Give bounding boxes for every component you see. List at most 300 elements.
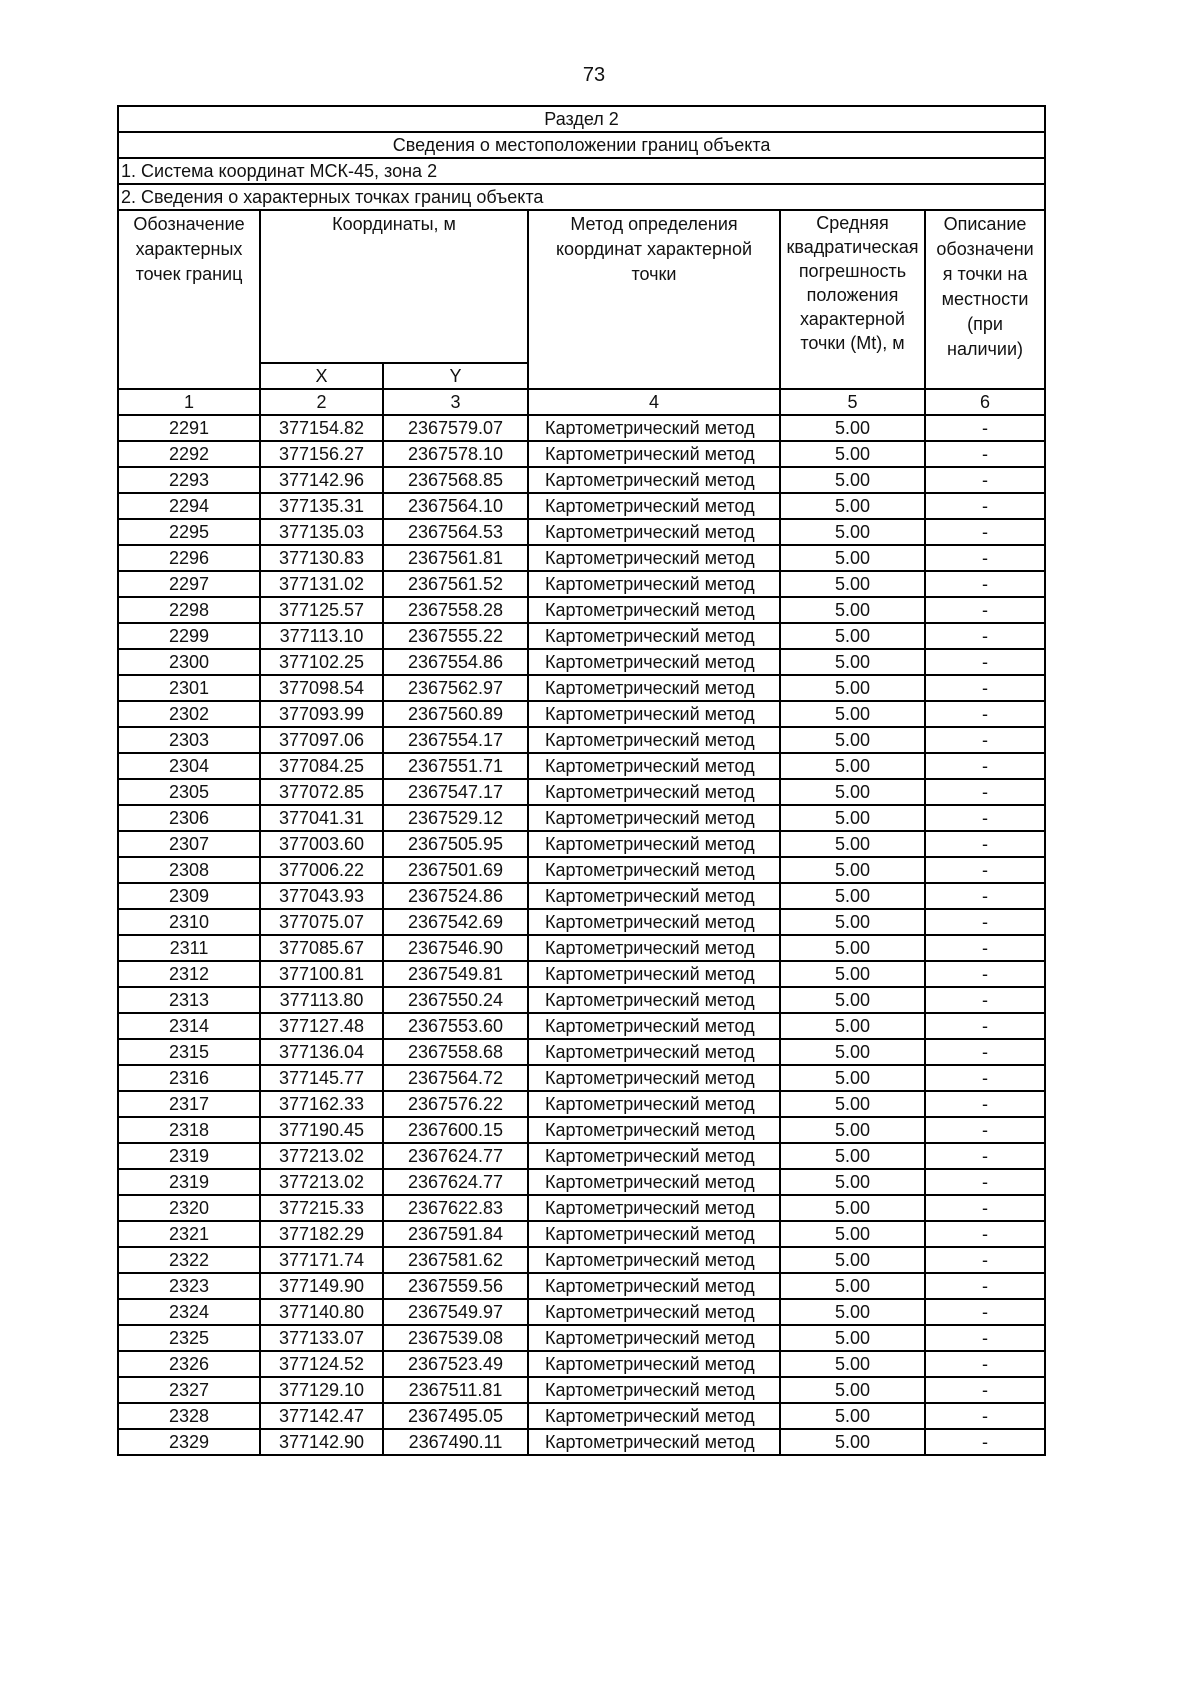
description-cell: - bbox=[925, 415, 1045, 441]
description-cell: - bbox=[925, 883, 1045, 909]
method-cell: Картометрический метод bbox=[528, 831, 780, 857]
mt-error-cell: 5.00 bbox=[780, 701, 925, 727]
method-cell: Картометрический метод bbox=[528, 753, 780, 779]
description-cell: - bbox=[925, 1351, 1045, 1377]
description-cell: - bbox=[925, 1039, 1045, 1065]
y-coordinate-cell: 2367561.52 bbox=[383, 571, 528, 597]
page-number: 73 bbox=[582, 64, 606, 86]
description-cell: - bbox=[925, 675, 1045, 701]
x-coordinate-cell: 377113.10 bbox=[260, 623, 383, 649]
table-row bbox=[118, 831, 1045, 857]
mt-error-cell: 5.00 bbox=[780, 1377, 925, 1403]
method-cell: Картометрический метод bbox=[528, 857, 780, 883]
y-coordinate-cell: 2367564.72 bbox=[383, 1065, 528, 1091]
description-cell: - bbox=[925, 467, 1045, 493]
mt-error-cell: 5.00 bbox=[780, 935, 925, 961]
x-coordinate-cell: 377142.90 bbox=[260, 1429, 383, 1455]
x-coordinate-cell: 377085.67 bbox=[260, 935, 383, 961]
column-number: 4 bbox=[528, 389, 780, 415]
description-cell: - bbox=[925, 701, 1045, 727]
method-cell: Картометрический метод bbox=[528, 883, 780, 909]
table-row bbox=[118, 1117, 1045, 1143]
coordinate-system-row bbox=[118, 158, 1045, 184]
point-id-cell: 2319 bbox=[118, 1169, 260, 1195]
x-coordinate-cell: 377102.25 bbox=[260, 649, 383, 675]
table-row bbox=[118, 1299, 1045, 1325]
table-row bbox=[118, 1221, 1045, 1247]
y-coordinate-cell: 2367523.49 bbox=[383, 1351, 528, 1377]
point-id-cell: 2315 bbox=[118, 1039, 260, 1065]
x-coordinate-cell: 377182.29 bbox=[260, 1221, 383, 1247]
method-cell: Картометрический метод bbox=[528, 1013, 780, 1039]
x-coordinate-cell: 377145.77 bbox=[260, 1065, 383, 1091]
method-cell: Картометрический метод bbox=[528, 1273, 780, 1299]
table-row bbox=[118, 1195, 1045, 1221]
header-coordinates: Координаты, м bbox=[260, 210, 528, 363]
point-id-cell: 2327 bbox=[118, 1377, 260, 1403]
x-coordinate-cell: 377125.57 bbox=[260, 597, 383, 623]
mt-error-cell: 5.00 bbox=[780, 961, 925, 987]
x-coordinate-cell: 377162.33 bbox=[260, 1091, 383, 1117]
method-cell: Картометрический метод bbox=[528, 493, 780, 519]
method-cell: Картометрический метод bbox=[528, 909, 780, 935]
x-coordinate-cell: 377215.33 bbox=[260, 1195, 383, 1221]
x-coordinate-cell: 377093.99 bbox=[260, 701, 383, 727]
table-row bbox=[118, 441, 1045, 467]
table-row bbox=[118, 1403, 1045, 1429]
x-coordinate-cell: 377113.80 bbox=[260, 987, 383, 1013]
table-row bbox=[118, 623, 1045, 649]
y-coordinate-cell: 2367581.62 bbox=[383, 1247, 528, 1273]
description-cell: - bbox=[925, 779, 1045, 805]
mt-error-cell: 5.00 bbox=[780, 649, 925, 675]
method-cell: Картометрический метод bbox=[528, 1325, 780, 1351]
point-id-cell: 2326 bbox=[118, 1351, 260, 1377]
method-cell: Картометрический метод bbox=[528, 1091, 780, 1117]
method-cell: Картометрический метод bbox=[528, 1195, 780, 1221]
point-id-cell: 2321 bbox=[118, 1221, 260, 1247]
mt-error-cell: 5.00 bbox=[780, 1065, 925, 1091]
table-row bbox=[118, 1143, 1045, 1169]
description-cell: - bbox=[925, 909, 1045, 935]
column-number: 3 bbox=[383, 389, 528, 415]
x-coordinate-cell: 377156.27 bbox=[260, 441, 383, 467]
table-row bbox=[118, 701, 1045, 727]
table-row bbox=[118, 597, 1045, 623]
description-cell: - bbox=[925, 649, 1045, 675]
x-coordinate-cell: 377127.48 bbox=[260, 1013, 383, 1039]
coordinate-system: 1. Система координат МСК-45, зона 2 bbox=[118, 158, 1045, 184]
mt-error-cell: 5.00 bbox=[780, 1351, 925, 1377]
mt-error-cell: 5.00 bbox=[780, 1429, 925, 1455]
description-cell: - bbox=[925, 857, 1045, 883]
description-cell: - bbox=[925, 1117, 1045, 1143]
point-id-cell: 2305 bbox=[118, 779, 260, 805]
table-row bbox=[118, 753, 1045, 779]
point-id-cell: 2303 bbox=[118, 727, 260, 753]
y-coordinate-cell: 2367549.97 bbox=[383, 1299, 528, 1325]
header-method: Метод определения координат характерной точки bbox=[528, 210, 780, 389]
points-heading-row bbox=[118, 184, 1045, 210]
mt-error-cell: 5.00 bbox=[780, 1117, 925, 1143]
description-cell: - bbox=[925, 1143, 1045, 1169]
method-cell: Картометрический метод bbox=[528, 961, 780, 987]
column-number: 6 bbox=[925, 389, 1045, 415]
mt-error-cell: 5.00 bbox=[780, 779, 925, 805]
y-coordinate-cell: 2367554.17 bbox=[383, 727, 528, 753]
mt-error-cell: 5.00 bbox=[780, 545, 925, 571]
x-coordinate-cell: 377136.04 bbox=[260, 1039, 383, 1065]
x-coordinate-cell: 377124.52 bbox=[260, 1351, 383, 1377]
x-coordinate-cell: 377041.31 bbox=[260, 805, 383, 831]
mt-error-cell: 5.00 bbox=[780, 467, 925, 493]
description-cell: - bbox=[925, 1403, 1045, 1429]
x-coordinate-cell: 377135.31 bbox=[260, 493, 383, 519]
mt-error-cell: 5.00 bbox=[780, 727, 925, 753]
mt-error-cell: 5.00 bbox=[780, 1325, 925, 1351]
y-coordinate-cell: 2367539.08 bbox=[383, 1325, 528, 1351]
description-cell: - bbox=[925, 1247, 1045, 1273]
table-row bbox=[118, 961, 1045, 987]
method-cell: Картометрический метод bbox=[528, 1221, 780, 1247]
y-coordinate-cell: 2367553.60 bbox=[383, 1013, 528, 1039]
description-cell: - bbox=[925, 545, 1045, 571]
description-cell: - bbox=[925, 1221, 1045, 1247]
column-numbers-row bbox=[118, 389, 1045, 415]
table-row bbox=[118, 1351, 1045, 1377]
table-row bbox=[118, 1429, 1045, 1455]
table-row bbox=[118, 909, 1045, 935]
description-cell: - bbox=[925, 987, 1045, 1013]
y-coordinate-cell: 2367505.95 bbox=[383, 831, 528, 857]
description-cell: - bbox=[925, 1429, 1045, 1455]
x-coordinate-cell: 377003.60 bbox=[260, 831, 383, 857]
method-cell: Картометрический метод bbox=[528, 1351, 780, 1377]
method-cell: Картометрический метод bbox=[528, 441, 780, 467]
point-id-cell: 2300 bbox=[118, 649, 260, 675]
description-cell: - bbox=[925, 1013, 1045, 1039]
method-cell: Картометрический метод bbox=[528, 519, 780, 545]
y-coordinate-cell: 2367490.11 bbox=[383, 1429, 528, 1455]
method-cell: Картометрический метод bbox=[528, 467, 780, 493]
x-coordinate-cell: 377130.83 bbox=[260, 545, 383, 571]
mt-error-cell: 5.00 bbox=[780, 987, 925, 1013]
description-cell: - bbox=[925, 441, 1045, 467]
point-id-cell: 2310 bbox=[118, 909, 260, 935]
x-coordinate-cell: 377213.02 bbox=[260, 1143, 383, 1169]
point-id-cell: 2328 bbox=[118, 1403, 260, 1429]
y-coordinate-cell: 2367564.53 bbox=[383, 519, 528, 545]
x-coordinate-cell: 377084.25 bbox=[260, 753, 383, 779]
point-id-cell: 2329 bbox=[118, 1429, 260, 1455]
y-coordinate-cell: 2367551.71 bbox=[383, 753, 528, 779]
y-coordinate-cell: 2367547.17 bbox=[383, 779, 528, 805]
method-cell: Картометрический метод bbox=[528, 623, 780, 649]
y-coordinate-cell: 2367576.22 bbox=[383, 1091, 528, 1117]
header-designation: Обозначение характерных точек границ bbox=[118, 210, 260, 389]
y-coordinate-cell: 2367554.86 bbox=[383, 649, 528, 675]
section-title-row bbox=[118, 106, 1045, 132]
x-coordinate-cell: 377097.06 bbox=[260, 727, 383, 753]
x-coordinate-cell: 377213.02 bbox=[260, 1169, 383, 1195]
column-number: 5 bbox=[780, 389, 925, 415]
table-row bbox=[118, 883, 1045, 909]
method-cell: Картометрический метод bbox=[528, 545, 780, 571]
mt-error-cell: 5.00 bbox=[780, 805, 925, 831]
point-id-cell: 2302 bbox=[118, 701, 260, 727]
method-cell: Картометрический метод bbox=[528, 649, 780, 675]
mt-error-cell: 5.00 bbox=[780, 857, 925, 883]
method-cell: Картометрический метод bbox=[528, 1247, 780, 1273]
mt-error-cell: 5.00 bbox=[780, 1403, 925, 1429]
description-cell: - bbox=[925, 1091, 1045, 1117]
method-cell: Картометрический метод bbox=[528, 1065, 780, 1091]
table-row bbox=[118, 571, 1045, 597]
mt-error-cell: 5.00 bbox=[780, 571, 925, 597]
y-coordinate-cell: 2367579.07 bbox=[383, 415, 528, 441]
mt-error-cell: 5.00 bbox=[780, 1195, 925, 1221]
table-row bbox=[118, 675, 1045, 701]
y-coordinate-cell: 2367559.56 bbox=[383, 1273, 528, 1299]
point-id-cell: 2295 bbox=[118, 519, 260, 545]
y-coordinate-cell: 2367550.24 bbox=[383, 987, 528, 1013]
y-coordinate-cell: 2367560.89 bbox=[383, 701, 528, 727]
point-id-cell: 2314 bbox=[118, 1013, 260, 1039]
point-id-cell: 2319 bbox=[118, 1143, 260, 1169]
table-row bbox=[118, 1065, 1045, 1091]
mt-error-cell: 5.00 bbox=[780, 441, 925, 467]
table-row bbox=[118, 1169, 1045, 1195]
method-cell: Картометрический метод bbox=[528, 1143, 780, 1169]
y-coordinate-cell: 2367591.84 bbox=[383, 1221, 528, 1247]
x-coordinate-cell: 377133.07 bbox=[260, 1325, 383, 1351]
table-row bbox=[118, 493, 1045, 519]
table-row bbox=[118, 779, 1045, 805]
y-coordinate-cell: 2367600.15 bbox=[383, 1117, 528, 1143]
point-id-cell: 2320 bbox=[118, 1195, 260, 1221]
point-id-cell: 2306 bbox=[118, 805, 260, 831]
mt-error-cell: 5.00 bbox=[780, 493, 925, 519]
y-coordinate-cell: 2367549.81 bbox=[383, 961, 528, 987]
boundary-points-table bbox=[117, 105, 1046, 1456]
x-coordinate-cell: 377072.85 bbox=[260, 779, 383, 805]
table-row bbox=[118, 987, 1045, 1013]
description-cell: - bbox=[925, 1325, 1045, 1351]
point-id-cell: 2298 bbox=[118, 597, 260, 623]
point-id-cell: 2294 bbox=[118, 493, 260, 519]
method-cell: Картометрический метод bbox=[528, 779, 780, 805]
header-description: Описание обозначени я точки на местности (при наличии) bbox=[925, 210, 1045, 389]
x-coordinate-cell: 377043.93 bbox=[260, 883, 383, 909]
description-cell: - bbox=[925, 1273, 1045, 1299]
y-coordinate-cell: 2367622.83 bbox=[383, 1195, 528, 1221]
mt-error-cell: 5.00 bbox=[780, 883, 925, 909]
description-cell: - bbox=[925, 831, 1045, 857]
y-coordinate-cell: 2367529.12 bbox=[383, 805, 528, 831]
method-cell: Картометрический метод bbox=[528, 1117, 780, 1143]
description-cell: - bbox=[925, 753, 1045, 779]
y-coordinate-cell: 2367501.69 bbox=[383, 857, 528, 883]
mt-error-cell: 5.00 bbox=[780, 1247, 925, 1273]
x-coordinate-cell: 377140.80 bbox=[260, 1299, 383, 1325]
y-coordinate-cell: 2367564.10 bbox=[383, 493, 528, 519]
description-cell: - bbox=[925, 1065, 1045, 1091]
header-error: Средняя квадратическая погрешность положения характерной точки (Mt), м bbox=[780, 210, 925, 389]
description-cell: - bbox=[925, 961, 1045, 987]
point-id-cell: 2318 bbox=[118, 1117, 260, 1143]
method-cell: Картометрический метод bbox=[528, 1299, 780, 1325]
description-cell: - bbox=[925, 493, 1045, 519]
y-coordinate-cell: 2367624.77 bbox=[383, 1143, 528, 1169]
section-subtitle: Сведения о местоположении границ объекта bbox=[118, 132, 1045, 158]
x-coordinate-cell: 377135.03 bbox=[260, 519, 383, 545]
description-cell: - bbox=[925, 1377, 1045, 1403]
mt-error-cell: 5.00 bbox=[780, 675, 925, 701]
table-row bbox=[118, 935, 1045, 961]
description-cell: - bbox=[925, 1299, 1045, 1325]
method-cell: Картометрический метод bbox=[528, 675, 780, 701]
description-cell: - bbox=[925, 519, 1045, 545]
y-coordinate-cell: 2367561.81 bbox=[383, 545, 528, 571]
header-y: Y bbox=[383, 363, 528, 389]
method-cell: Картометрический метод bbox=[528, 415, 780, 441]
point-id-cell: 2317 bbox=[118, 1091, 260, 1117]
x-coordinate-cell: 377098.54 bbox=[260, 675, 383, 701]
method-cell: Картометрический метод bbox=[528, 1039, 780, 1065]
y-coordinate-cell: 2367568.85 bbox=[383, 467, 528, 493]
mt-error-cell: 5.00 bbox=[780, 1169, 925, 1195]
y-coordinate-cell: 2367558.68 bbox=[383, 1039, 528, 1065]
method-cell: Картометрический метод bbox=[528, 805, 780, 831]
mt-error-cell: 5.00 bbox=[780, 909, 925, 935]
method-cell: Картометрический метод bbox=[528, 597, 780, 623]
table-row bbox=[118, 1273, 1045, 1299]
mt-error-cell: 5.00 bbox=[780, 415, 925, 441]
point-id-cell: 2297 bbox=[118, 571, 260, 597]
mt-error-cell: 5.00 bbox=[780, 753, 925, 779]
description-cell: - bbox=[925, 805, 1045, 831]
method-cell: Картометрический метод bbox=[528, 701, 780, 727]
table-row bbox=[118, 519, 1045, 545]
points-heading: 2. Сведения о характерных точках границ объекта bbox=[118, 184, 1045, 210]
description-cell: - bbox=[925, 571, 1045, 597]
point-id-cell: 2322 bbox=[118, 1247, 260, 1273]
method-cell: Картометрический метод bbox=[528, 571, 780, 597]
y-coordinate-cell: 2367578.10 bbox=[383, 441, 528, 467]
mt-error-cell: 5.00 bbox=[780, 623, 925, 649]
point-id-cell: 2316 bbox=[118, 1065, 260, 1091]
mt-error-cell: 5.00 bbox=[780, 1013, 925, 1039]
table-row bbox=[118, 415, 1045, 441]
method-cell: Картометрический метод bbox=[528, 1429, 780, 1455]
section-subtitle-row bbox=[118, 132, 1045, 158]
method-cell: Картометрический метод bbox=[528, 987, 780, 1013]
point-id-cell: 2293 bbox=[118, 467, 260, 493]
table-row bbox=[118, 857, 1045, 883]
mt-error-cell: 5.00 bbox=[780, 1091, 925, 1117]
y-coordinate-cell: 2367555.22 bbox=[383, 623, 528, 649]
table-row bbox=[118, 805, 1045, 831]
point-id-cell: 2307 bbox=[118, 831, 260, 857]
point-id-cell: 2313 bbox=[118, 987, 260, 1013]
point-id-cell: 2312 bbox=[118, 961, 260, 987]
description-cell: - bbox=[925, 1169, 1045, 1195]
table-row bbox=[118, 467, 1045, 493]
x-coordinate-cell: 377171.74 bbox=[260, 1247, 383, 1273]
description-cell: - bbox=[925, 623, 1045, 649]
point-id-cell: 2309 bbox=[118, 883, 260, 909]
column-number: 2 bbox=[260, 389, 383, 415]
mt-error-cell: 5.00 bbox=[780, 1039, 925, 1065]
y-coordinate-cell: 2367542.69 bbox=[383, 909, 528, 935]
x-coordinate-cell: 377075.07 bbox=[260, 909, 383, 935]
table-row bbox=[118, 1377, 1045, 1403]
table-row bbox=[118, 1013, 1045, 1039]
header-x: X bbox=[260, 363, 383, 389]
x-coordinate-cell: 377190.45 bbox=[260, 1117, 383, 1143]
x-coordinate-cell: 377131.02 bbox=[260, 571, 383, 597]
point-id-cell: 2292 bbox=[118, 441, 260, 467]
x-coordinate-cell: 377142.47 bbox=[260, 1403, 383, 1429]
method-cell: Картометрический метод bbox=[528, 935, 780, 961]
table-row bbox=[118, 1247, 1045, 1273]
point-id-cell: 2323 bbox=[118, 1273, 260, 1299]
point-id-cell: 2304 bbox=[118, 753, 260, 779]
x-coordinate-cell: 377142.96 bbox=[260, 467, 383, 493]
y-coordinate-cell: 2367511.81 bbox=[383, 1377, 528, 1403]
x-coordinate-cell: 377006.22 bbox=[260, 857, 383, 883]
point-id-cell: 2308 bbox=[118, 857, 260, 883]
y-coordinate-cell: 2367558.28 bbox=[383, 597, 528, 623]
description-cell: - bbox=[925, 597, 1045, 623]
method-cell: Картометрический метод bbox=[528, 727, 780, 753]
point-id-cell: 2324 bbox=[118, 1299, 260, 1325]
y-coordinate-cell: 2367524.86 bbox=[383, 883, 528, 909]
point-id-cell: 2301 bbox=[118, 675, 260, 701]
section-title: Раздел 2 bbox=[118, 106, 1045, 132]
method-cell: Картометрический метод bbox=[528, 1169, 780, 1195]
x-coordinate-cell: 377154.82 bbox=[260, 415, 383, 441]
mt-error-cell: 5.00 bbox=[780, 519, 925, 545]
description-cell: - bbox=[925, 935, 1045, 961]
table-row bbox=[118, 1091, 1045, 1117]
column-header-row bbox=[118, 210, 1045, 363]
x-coordinate-cell: 377100.81 bbox=[260, 961, 383, 987]
description-cell: - bbox=[925, 1195, 1045, 1221]
table-row bbox=[118, 649, 1045, 675]
mt-error-cell: 5.00 bbox=[780, 597, 925, 623]
point-id-cell: 2325 bbox=[118, 1325, 260, 1351]
column-number: 1 bbox=[118, 389, 260, 415]
point-id-cell: 2311 bbox=[118, 935, 260, 961]
description-cell: - bbox=[925, 727, 1045, 753]
x-coordinate-cell: 377129.10 bbox=[260, 1377, 383, 1403]
table-row bbox=[118, 727, 1045, 753]
mt-error-cell: 5.00 bbox=[780, 1273, 925, 1299]
table-row bbox=[118, 545, 1045, 571]
mt-error-cell: 5.00 bbox=[780, 1221, 925, 1247]
method-cell: Картометрический метод bbox=[528, 1377, 780, 1403]
y-coordinate-cell: 2367624.77 bbox=[383, 1169, 528, 1195]
y-coordinate-cell: 2367495.05 bbox=[383, 1403, 528, 1429]
table-row bbox=[118, 1039, 1045, 1065]
point-id-cell: 2299 bbox=[118, 623, 260, 649]
mt-error-cell: 5.00 bbox=[780, 831, 925, 857]
table-row bbox=[118, 1325, 1045, 1351]
point-id-cell: 2291 bbox=[118, 415, 260, 441]
y-coordinate-cell: 2367562.97 bbox=[383, 675, 528, 701]
x-coordinate-cell: 377149.90 bbox=[260, 1273, 383, 1299]
